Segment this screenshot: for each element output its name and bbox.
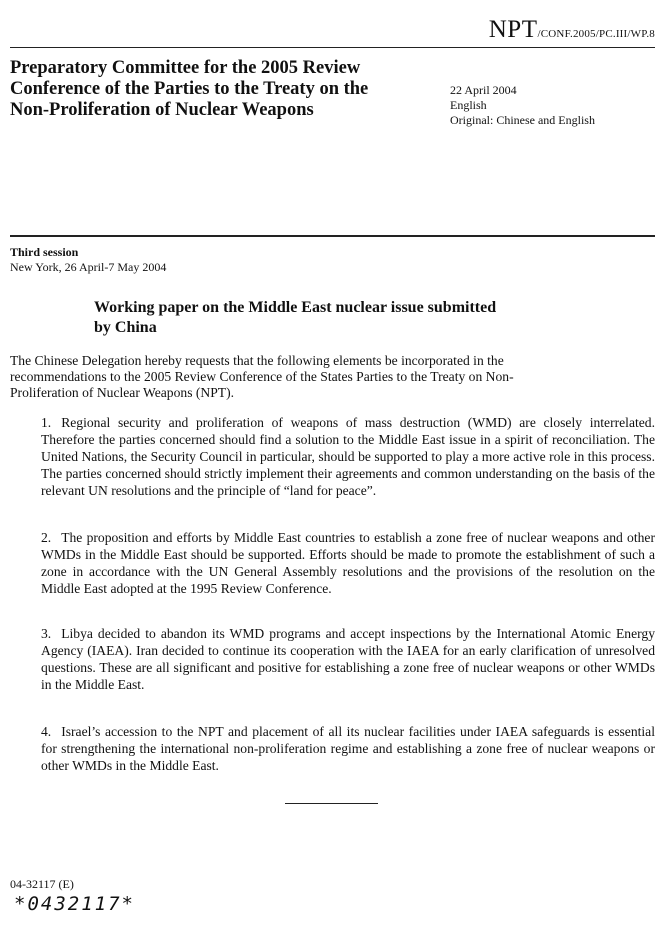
committee-name <box>10 58 440 121</box>
header-divider <box>10 47 655 48</box>
document-original-language: Original: Chinese and English <box>450 113 595 127</box>
numbered-paragraph-1 <box>41 414 655 499</box>
intro-line: The Chinese Delegation hereby requests that the following elements be incorporated in the <box>10 353 504 368</box>
barcode-text: *0432117* <box>14 893 135 915</box>
document-meta <box>450 83 595 128</box>
numbered-paragraph-2 <box>41 529 655 597</box>
document-title-line: by China <box>94 319 157 336</box>
paragraph-number: 1. <box>41 415 52 430</box>
session-info <box>10 245 166 275</box>
document-title-line: Working paper on the Middle East nuclear issue submitted <box>94 299 497 316</box>
document-job-number: 04-32117 (E) <box>10 877 74 891</box>
paragraph-text: Regional security and proliferation of weapons of mass destruction (WMD) are closely interrelated. Therefore the parties concerned should find a solution to the Middle East issue in a spirit of reconciliation. The United Nations, the Security Council in particular, should be supported to play a more active role in this process. The parties concerned should strictly implement their agreements and common understanding on the basis of the relevant UN resolutions and the principle of “land for peace”. <box>41 415 655 498</box>
intro-line: recommendations to the 2005 Review Conference of the States Parties to the Treaty on Non- <box>10 369 514 384</box>
session-divider <box>10 235 655 237</box>
paragraph-number: 4. <box>41 724 52 739</box>
session-place-dates: New York, 26 April-7 May 2004 <box>10 260 167 274</box>
committee-name-line: Conference of the Parties to the Treaty on the <box>10 79 369 99</box>
end-of-document-rule <box>285 803 378 804</box>
committee-name-line: Preparatory Committee for the 2005 Review <box>10 58 361 78</box>
document-date: 22 April 2004 <box>450 83 517 97</box>
paragraph-text: Libya decided to abandon its WMD programs and accept inspections by the International Atomic Energy Agency (IAEA). Iran decided to continue its cooperation with the IAEA for an early clarification of unresolved questions. These are all significant and positive for establishing a zone free of nuclear weapons or other WMDs in the Middle East. <box>41 626 655 692</box>
paragraph-text: Israel’s accession to the NPT and placement of all its nuclear facilities under IAEA safeguards is essential for strengthening the international non-proliferation regime and establishing a zone free of nuclear weapons or other WMDs in the Middle East. <box>41 724 655 773</box>
committee-name-line: Non-Proliferation of Nuclear Weapons <box>10 100 314 120</box>
session-name: Third session <box>10 245 79 259</box>
numbered-paragraph-4 <box>41 723 655 774</box>
document-symbol-suffix: /CONF.2005/PC.III/WP.8 <box>537 28 655 40</box>
intro-paragraph <box>10 353 655 401</box>
document-title <box>94 298 594 338</box>
paragraph-text: The proposition and efforts by Middle East countries to establish a zone free of nuclear weapons and other WMDs in the Middle East should be supported. Efforts should be made to promote the establishment of such a zone in accordance with the UN General Assembly resolutions and the provisions of the resolution on the Middle East adopted at the 1995 Review Conference. <box>41 530 655 596</box>
intro-line: Proliferation of Nuclear Weapons (NPT). <box>10 385 235 400</box>
document-language: English <box>450 98 487 112</box>
paragraph-number: 3. <box>41 626 52 641</box>
numbered-paragraph-3 <box>41 625 655 693</box>
paragraph-number: 2. <box>41 530 52 545</box>
document-symbol-prefix: NPT <box>488 16 538 43</box>
document-symbol <box>489 16 655 44</box>
